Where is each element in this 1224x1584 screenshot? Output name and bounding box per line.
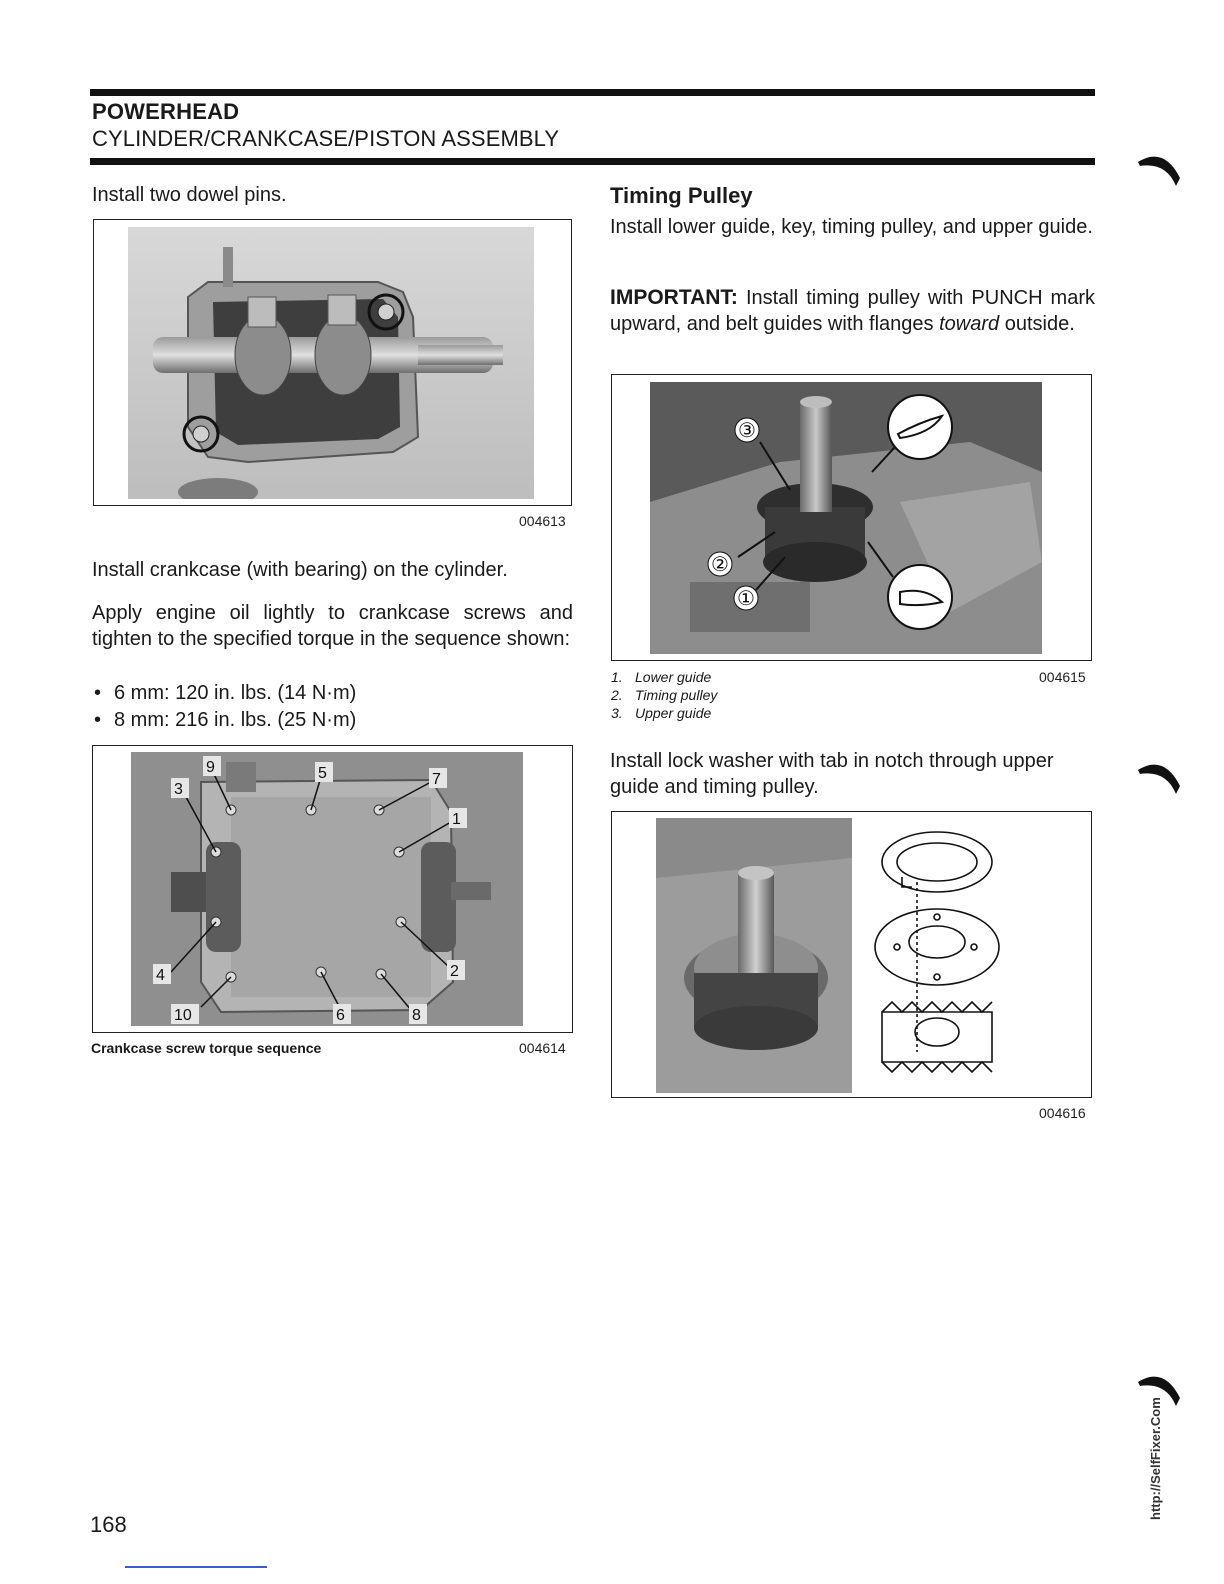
legend-item-lower-guide: 1. Lower guide (611, 669, 712, 685)
heading-timing-pulley: Timing Pulley (610, 183, 753, 208)
callout-3: 3 (174, 781, 183, 798)
callout-1: 1 (452, 811, 461, 828)
section-subtitle: CYLINDER/CRANKCASE/PISTON ASSEMBLY (92, 126, 560, 151)
torque-sequence-photo (131, 752, 523, 1026)
step-install-guides: Install lower guide, key, timing pulley, and upper guide. (610, 216, 1093, 238)
figure-number-004615: 004615 (1039, 669, 1086, 685)
torque-spec-6mm: • 6 mm: 120 in. lbs. (14 N·m) (92, 680, 572, 707)
figure-caption-torque: Crankcase screw torque sequence (91, 1040, 322, 1056)
callout-5: 5 (318, 765, 327, 782)
callout-3-upper-guide: ③ (738, 420, 756, 442)
callout-7: 7 (432, 771, 441, 788)
important-note (610, 285, 1095, 337)
important-text-b: outside. (999, 313, 1075, 335)
callout-4: 4 (156, 967, 165, 984)
figure-lock-washer (611, 811, 1092, 1098)
thumb-tab-mark-middle (1136, 758, 1186, 798)
callout-10: 10 (174, 1007, 192, 1024)
figure-torque-sequence (92, 745, 573, 1033)
callout-2-timing-pulley: ② (711, 554, 729, 576)
watermark-url: http://SelfFixer.Com (1148, 1397, 1163, 1520)
lock-washer-exploded-diagram (862, 822, 1012, 1087)
lock-washer-photo (656, 818, 852, 1093)
callout-2: 2 (450, 963, 459, 980)
header-rule-bottom (90, 158, 1095, 165)
torque-spec-list (92, 680, 572, 734)
thumb-tab-mark-top (1136, 150, 1186, 190)
callout-9: 9 (206, 759, 215, 776)
legend-item-timing-pulley: 2. Timing pulley (611, 687, 718, 703)
figure-dowel-pins (93, 219, 572, 506)
section-title: POWERHEAD (92, 99, 240, 124)
page-number: 168 (90, 1512, 127, 1537)
step-install-lock-washer: Install lock washer with tab in notch through upper guide and timing pulley. (610, 750, 1054, 798)
step-install-crankcase: Install crankcase (with bearing) on the cylinder. (92, 559, 508, 581)
footer-link-underline (125, 1566, 267, 1568)
callout-8: 8 (412, 1007, 421, 1024)
legend-item-upper-guide: 3. Upper guide (611, 705, 712, 721)
header-rule-top (90, 89, 1095, 96)
figure-number-004613: 004613 (519, 513, 566, 529)
torque-spec-8mm: • 8 mm: 216 in. lbs. (25 N·m) (92, 707, 572, 734)
figure-number-004616: 004616 (1039, 1105, 1086, 1121)
callout-1-lower-guide: ① (737, 588, 755, 610)
important-label: IMPORTANT: (610, 286, 738, 309)
important-text-emphasis: toward (939, 313, 1000, 335)
timing-pulley-photo (650, 382, 1042, 654)
callout-6: 6 (336, 1007, 345, 1024)
timing-pulley-legend (611, 668, 717, 722)
step-apply-oil: Apply engine oil lightly to crankcase screws and tighten to the specified torque in the sequence shown: (92, 602, 573, 650)
figure-timing-pulley (611, 374, 1092, 661)
figure-number-004614: 004614 (519, 1040, 566, 1056)
step-dowel-pins: Install two dowel pins. (92, 184, 287, 206)
important-text-a: Install timing pulley with PUNCH mark upward, and belt guides with flanges (610, 287, 1095, 335)
dowel-pins-photo (128, 227, 534, 499)
